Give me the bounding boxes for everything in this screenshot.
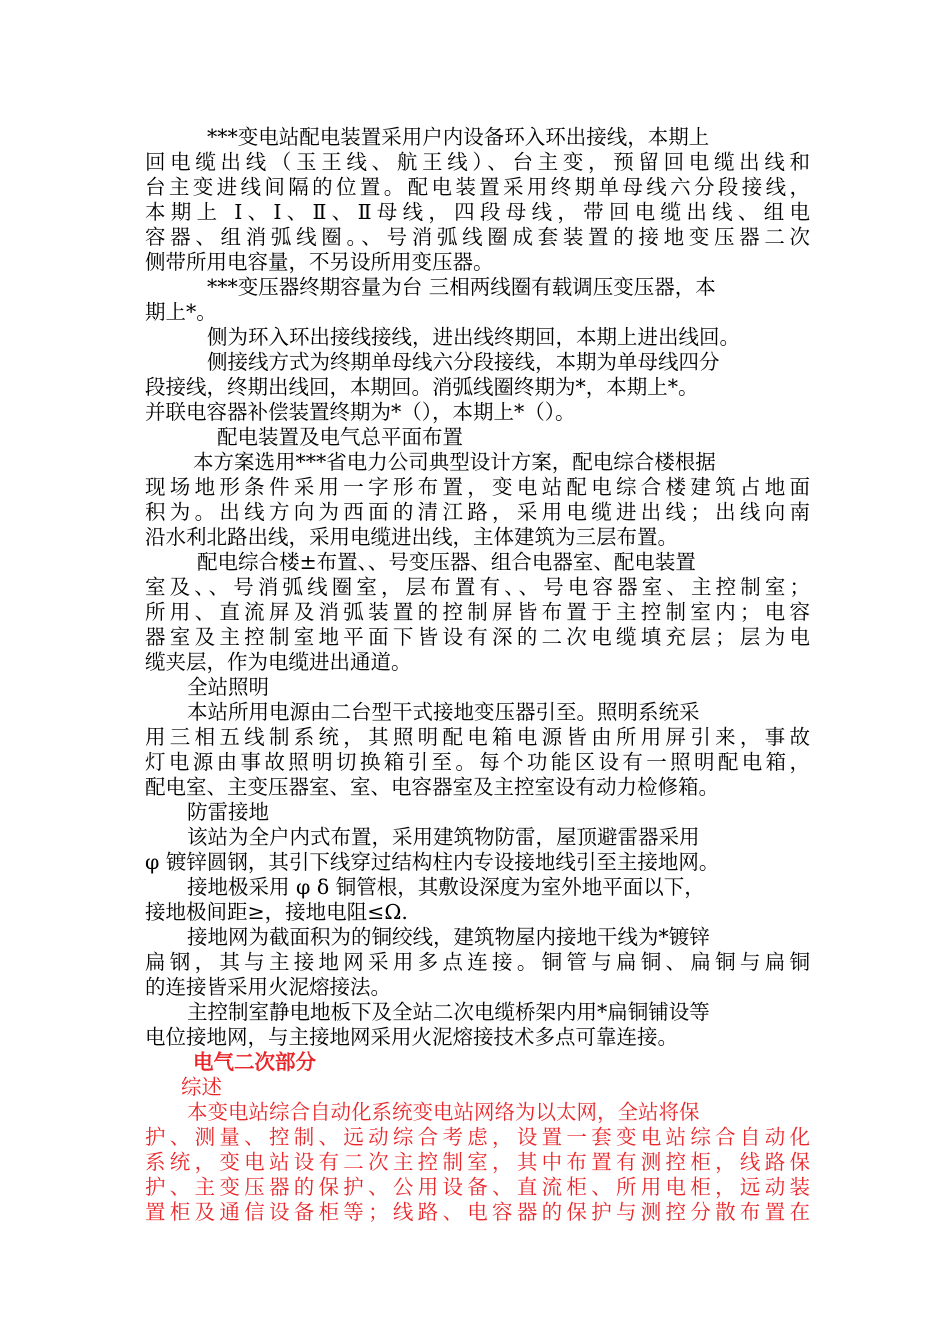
paragraph-line-red: 本变电站综合自动化系统变电站网络为以太网，全站将保 xyxy=(187,1100,700,1124)
paragraph-line: 侧带所用电容量，不另设所用变压器。 xyxy=(145,250,494,274)
paragraph-line: 本方案选用***省电力公司典型设计方案，配电综合楼根据 xyxy=(193,450,716,474)
paragraph-line: 缆夹层，作为电缆进出通道。 xyxy=(145,650,412,674)
paragraph-line: 本站所用电源由二台型干式接地变压器引至。照明系统采 xyxy=(187,700,700,724)
paragraph-line: 沿水利北路出线，采用电缆进出线，主体建筑为三层布置。 xyxy=(145,525,678,549)
subsection-heading-red: 综述 xyxy=(181,1075,222,1099)
paragraph-line: 容器、组消弧线圈。、号消弧线圈成套装置的接地变压器二次 xyxy=(145,225,810,249)
paragraph-line: 配电室、主变压器室、室、电容器室及主控室设有动力检修箱。 xyxy=(145,775,719,799)
paragraph-line: 主控制室静电地板下及全站二次电缆桥架内用*扁铜铺设等 xyxy=(187,1000,710,1024)
paragraph-line: 器室及主控制室地平面下皆设有深的二次电缆填充层；层为电 xyxy=(145,625,810,649)
paragraph-line: 接地极采用 φ δ 铜管根，其敷设深度为室外地平面以下， xyxy=(187,875,705,899)
paragraph-line-red: 护、主变压器的保护、公用设备、直流柜、所用电柜，远动装 xyxy=(145,1175,810,1199)
paragraph-line: 现场地形条件采用一字形布置，变电站配电综合楼建筑占地面 xyxy=(145,475,810,499)
paragraph-line: 段接线，终期出线回，本期回。消弧线圈终期为*，本期上*。 xyxy=(145,375,699,399)
paragraph-line: 该站为全户内式布置，采用建筑物防雷，屋顶避雷器采用 xyxy=(187,825,700,849)
paragraph-line: 侧接线方式为终期单母线六分段接线，本期为单母线四分 xyxy=(207,350,720,374)
paragraph-line: ***变电站配电装置采用户内设备环入环出接线，本期上 xyxy=(207,125,710,149)
paragraph-line: 灯电源由事故照明切换箱引至。每个功能区设有一照明配电箱， xyxy=(145,750,810,774)
paragraph-line: 接地极间距≥，接地电阻≤Ω. xyxy=(145,900,408,924)
paragraph-line-red: 护、测量、控制、远动综合考虑，设置一套变电站综合自动化 xyxy=(145,1125,810,1149)
section-heading: 配电装置及电气总平面布置 xyxy=(217,425,463,449)
paragraph-line: 侧为环入环出接线接线，进出线终期回，本期上进出线回。 xyxy=(207,325,740,349)
paragraph-line: ***变压器终期容量为台 三相两线圈有载调压变压器，本 xyxy=(207,275,716,299)
paragraph-line: 的连接皆采用火泥熔接法。 xyxy=(145,975,391,999)
section-heading: 防雷接地 xyxy=(187,800,269,824)
paragraph-line: 室及、、号消弧线圈室，层布置有、、号电容器室、主控制室； xyxy=(145,575,810,599)
paragraph-line: 并联电容器补偿装置终期为*（），本期上*（）。 xyxy=(145,400,576,424)
paragraph-line: φ 镀锌圆钢，其引下线穿过结构柱内专设接地线引至主接地网。 xyxy=(145,850,720,874)
paragraph-line-red: 系统，变电站设有二次主控制室，其中布置有测控柜，线路保 xyxy=(145,1150,810,1174)
paragraph-line: 扁钢，其与主接地网采用多点连接。铜管与扁铜、扁铜与扁铜 xyxy=(145,950,810,974)
paragraph-line: 电位接地网，与主接地网采用火泥熔接技术多点可靠连接。 xyxy=(145,1025,678,1049)
paragraph-line: 本期上 Ⅰ、Ⅰ、Ⅱ、Ⅱ母线，四段母线，带回电缆出线、组电 xyxy=(145,200,810,224)
section-heading: 全站照明 xyxy=(187,675,269,699)
paragraph-line: 期上*。 xyxy=(145,300,217,324)
paragraph-line: 回电缆出线（玉王线、航王线）、台主变，预留回电缆出线和 xyxy=(145,150,810,174)
paragraph-line: 接地网为截面积为的铜绞线，建筑物屋内接地干线为*镀锌 xyxy=(187,925,710,949)
paragraph-line: 台主变进线间隔的位置。配电装置采用终期单母线六分段接线， xyxy=(145,175,810,199)
paragraph-line: 配电综合楼±布置、、号变压器、组合电器室、配电装置 xyxy=(197,550,696,574)
paragraph-line: 用三相五线制系统，其照明配电箱电源皆由所用屏引来，事故 xyxy=(145,725,810,749)
section-heading-red: 电气二次部分 xyxy=(193,1050,316,1074)
paragraph-line-red: 置柜及通信设备柜等；线路、电容器的保护与测控分散布置在 xyxy=(145,1200,810,1224)
paragraph-line: 积为。出线方向为西面的清江路，采用电缆进出线；出线向南 xyxy=(145,500,810,524)
paragraph-line: 所用、直流屏及消弧装置的控制屏皆布置于主控制室内；电容 xyxy=(145,600,810,624)
